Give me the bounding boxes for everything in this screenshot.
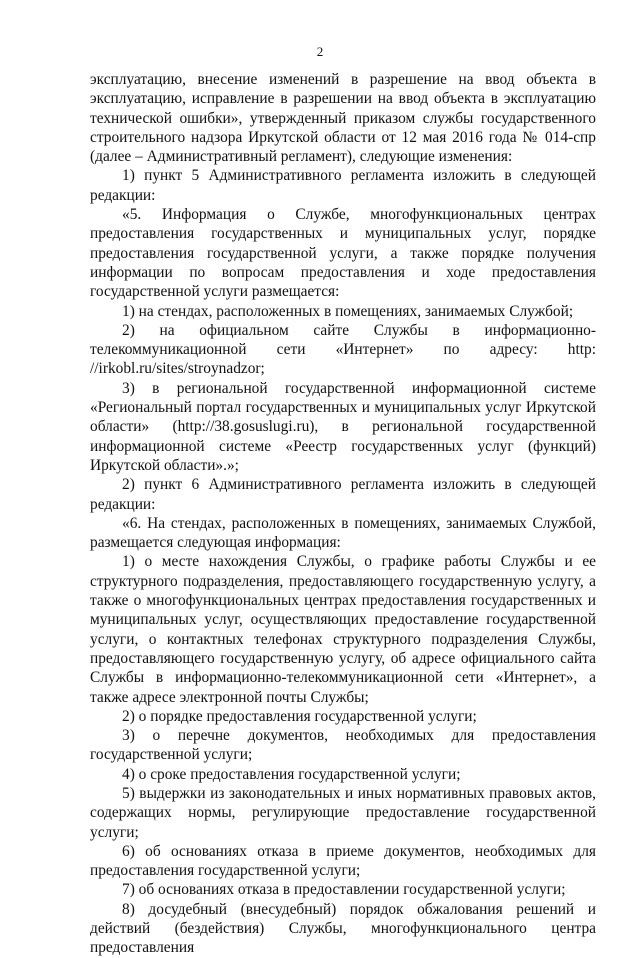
paragraph-continuation: эксплуатацию, внесение изменений в разрешение на ввод объекта в эксплуатацию, исправление в разрешении на ввод объекта в эксплуатацию технической ошибки», утвержденный приказом службы государственного строительного надзора Иркутской области от 12 мая 2016 года № 014-спр (далее – Административный регламент), следующие изменения: bbox=[90, 71, 596, 166]
paragraph-clause-6-item-4: 4) о сроке предоставления государственной услуги; bbox=[122, 765, 461, 783]
paragraph-clause-6-item-5: 5) выдержки из законодательных и иных нормативных правовых актов, содержащих нормы, регулирующие предоставление государственной услуги; bbox=[90, 784, 596, 841]
page-number: 2 bbox=[316, 44, 324, 59]
paragraph-clause-6-item-7: 7) об основаниях отказа в предоставлении государственной услуги; bbox=[122, 881, 566, 899]
paragraph-clause-6-item-3: 3) о перечне документов, необходимых для предоставления государственной услуги; bbox=[90, 727, 596, 764]
paragraph-clause-5-item-3: 3) в региональной государственной информационной системе «Региональный портал государственных и муниципальных услуг Иркутской области» (http://38.gosuslugi.ru), в региональной государственной информационной системе «Реестр государственных услуг (функций) Иркутской области».»; bbox=[90, 379, 596, 474]
paragraph-clause-5-item-1: 1) на стендах, расположенных в помещениях, занимаемых Службой; bbox=[122, 302, 574, 320]
paragraph-clause-6-item-2: 2) о порядке предоставления государственной услуги; bbox=[122, 707, 477, 725]
paragraph-clause-6-item-8: 8) досудебный (внесудебный) порядок обжалования решений и действий (бездействия) Службы, многофункционального центра предоставления bbox=[90, 900, 596, 957]
paragraph-clause-6: «6. На стендах, расположенных в помещениях, занимаемых Службой, размещается следующая информация: bbox=[90, 514, 596, 552]
paragraph-clause-5-item-2: 2) на официальном сайте Службы в информационно-телекоммуникационной сети «Интернет» по адресу: http: //irkobl.ru/sites/stroynadzor; bbox=[90, 321, 596, 378]
paragraph-clause-6-item-6: 6) об основаниях отказа в приеме документов, необходимых для предоставления государственной услуги; bbox=[90, 842, 596, 880]
document-body bbox=[90, 70, 596, 958]
paragraph-item-1: 1) пункт 5 Административного регламента изложить в следующей редакции: bbox=[90, 167, 596, 204]
paragraph-item-2: 2) пункт 6 Административного регламента изложить в следующей редакции: bbox=[90, 476, 596, 513]
paragraph-clause-5: «5. Информация о Службе, многофункциональных центрах предоставления государственных и муниципальных услуг, порядке предоставления государственной услуги, а также порядке получения информации по вопросам предоставления и ходе предоставления государственной услуги размещается: bbox=[90, 206, 596, 301]
paragraph-clause-6-item-1: 1) о месте нахождения Службы, о графике работы Службы и ее структурного подразделения, предоставляющего государственную услугу, а также о многофункциональных центрах предоставления государственных и муниципальных услуг, осуществляющих предоставление государственной услуги, о контактных телефонах структурного подразделения Службы, предоставляющего государственную услугу, об адресе официального сайта Службы в информационно-телекоммуникационной сети «Интернет», а также адресе электронной почты Службы; bbox=[90, 553, 596, 706]
